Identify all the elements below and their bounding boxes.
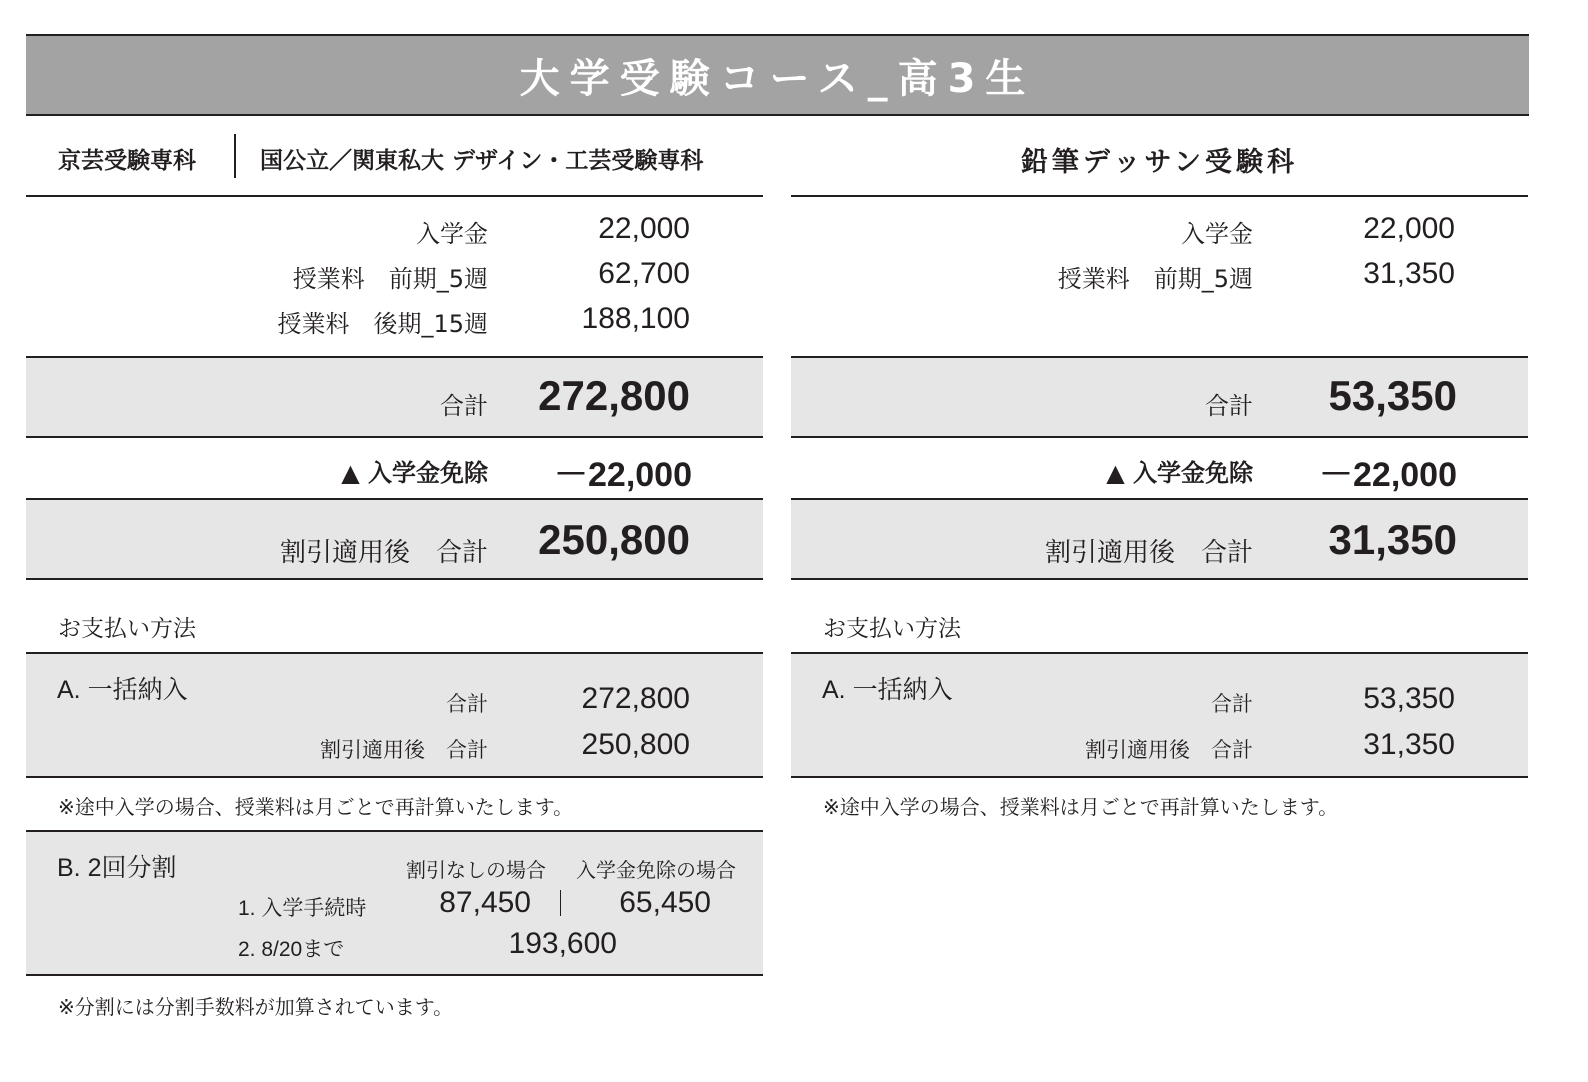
installment-row2-value: 193,600 [508,927,617,960]
installment-col-exempt: 入学金免除の場合 [576,858,736,882]
lump-sum-label: A. 一括納入 [822,676,953,704]
total-value: 272,800 [538,372,690,419]
lump-sum-note: ※途中入学の場合、授業料は月ごとで再計算いたします。 [823,795,1339,819]
lump-sum-section [791,652,1528,778]
page-title-banner [26,34,1529,116]
fee-label-entrance: 入学金 [1181,220,1253,248]
lump-sum-total-label: 合計 [446,692,488,716]
total-band [791,356,1528,438]
payment-heading: お支払い方法 [823,616,961,642]
fee-value-entrance: 22,000 [598,212,690,245]
fee-label-second-term: 授業料 後期_15週 [277,310,488,338]
lump-sum-total-value: 53,350 [1363,682,1455,715]
lump-sum-note: ※途中入学の場合、授業料は月ごとで再計算いたします。 [58,795,574,819]
installment-row2-label: 2. 8/20まで [238,938,345,961]
fee-value-second-term: 188,100 [581,302,690,335]
discount-total-band [26,498,763,580]
total-band [26,356,763,438]
divider [791,195,1528,197]
discount-total-band [791,498,1528,580]
discount-total-value: 250,800 [538,516,690,563]
discount-total-label: 割引適用後 合計 [279,538,488,568]
total-value: 53,350 [1328,372,1457,419]
course-name-kyogei: 京芸受験専科 [58,148,196,174]
installment-row1-exempt: 65,450 [619,886,711,919]
installment-col-no-discount: 割引なしの場合 [406,858,546,882]
fee-label-entrance: 入学金 [416,220,488,248]
course-name-pencil-drawing: 鉛筆デッサン受験科 [1020,147,1299,178]
lump-sum-discount-label: 割引適用後 合計 [320,738,488,762]
total-label: 合計 [440,392,488,420]
exemption-label: ▲ 入学金免除 [341,459,488,487]
lump-sum-label: A. 一括納入 [57,676,188,704]
installment-section [26,830,763,976]
lump-sum-discount-value: 31,350 [1363,728,1455,761]
fee-label-first-term: 授業料 前期_5週 [1057,265,1253,293]
installment-row1-label: 1. 入学手続時 [238,897,367,920]
payment-heading: お支払い方法 [58,616,196,642]
fee-value-entrance: 22,000 [1363,212,1455,245]
exemption-label: ▲ 入学金免除 [1106,459,1253,487]
course-divider [234,134,236,178]
lump-sum-section [26,652,763,778]
page-title: 大学受験コース_高3生 [519,55,1036,102]
installment-note: ※分割には分割手数料が加算されています。 [58,995,454,1019]
installment-label: B. 2回分割 [57,854,177,882]
lump-sum-total-label: 合計 [1211,692,1253,716]
fee-label-first-term: 授業料 前期_5週 [292,265,488,293]
discount-total-label: 割引適用後 合計 [1044,538,1253,568]
divider [26,195,763,197]
lump-sum-total-value: 272,800 [581,682,690,715]
exemption-value: －22,000 [1319,456,1457,494]
fee-value-first-term: 31,350 [1363,257,1455,290]
exemption-value: －22,000 [554,456,692,494]
installment-row1-no-discount: 87,450 [439,886,531,919]
lump-sum-discount-value: 250,800 [581,728,690,761]
lump-sum-discount-label: 割引適用後 合計 [1085,738,1253,762]
fee-value-first-term: 62,700 [598,257,690,290]
total-label: 合計 [1205,392,1253,420]
course-name-design: 国公立／関東私大 デザイン・工芸受験専科 [260,148,704,174]
discount-total-value: 31,350 [1328,516,1457,563]
